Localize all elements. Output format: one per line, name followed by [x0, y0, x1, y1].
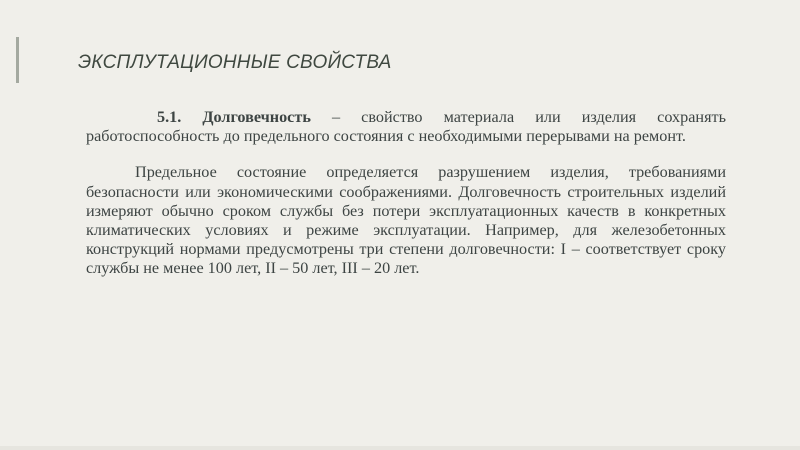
bottom-band — [0, 446, 800, 450]
paragraph-durability-definition — [86, 108, 726, 146]
durability-term: 5.1. Долговечность — [157, 108, 311, 126]
paragraph-limit-state: Предельное состояние определяется разрушением изделия, требованиями безопасности или экономическими соображениями. Долговечность строительных изделий измеряют обычно сроком службы без потери эксплуатационных качеств в конкретных климатических условиях и режиме эксплуатации. Например, для железобетонных конструкций нормами предусмотрены три степени долговечности: I – соответствует сроку службы не менее 100 лет, II – 50 лет, III – 20 лет. — [86, 163, 726, 278]
title-accent-line — [16, 37, 19, 83]
slide-title: ЭКСПЛУТАЦИОННЫЕ СВОЙСТВА — [78, 52, 392, 73]
durability-definition-text: – свойство материала или изделия сохранять работоспособность до предельного состояния с необходимыми перерывами на ремонт. — [86, 108, 726, 146]
slide-body — [86, 108, 726, 279]
